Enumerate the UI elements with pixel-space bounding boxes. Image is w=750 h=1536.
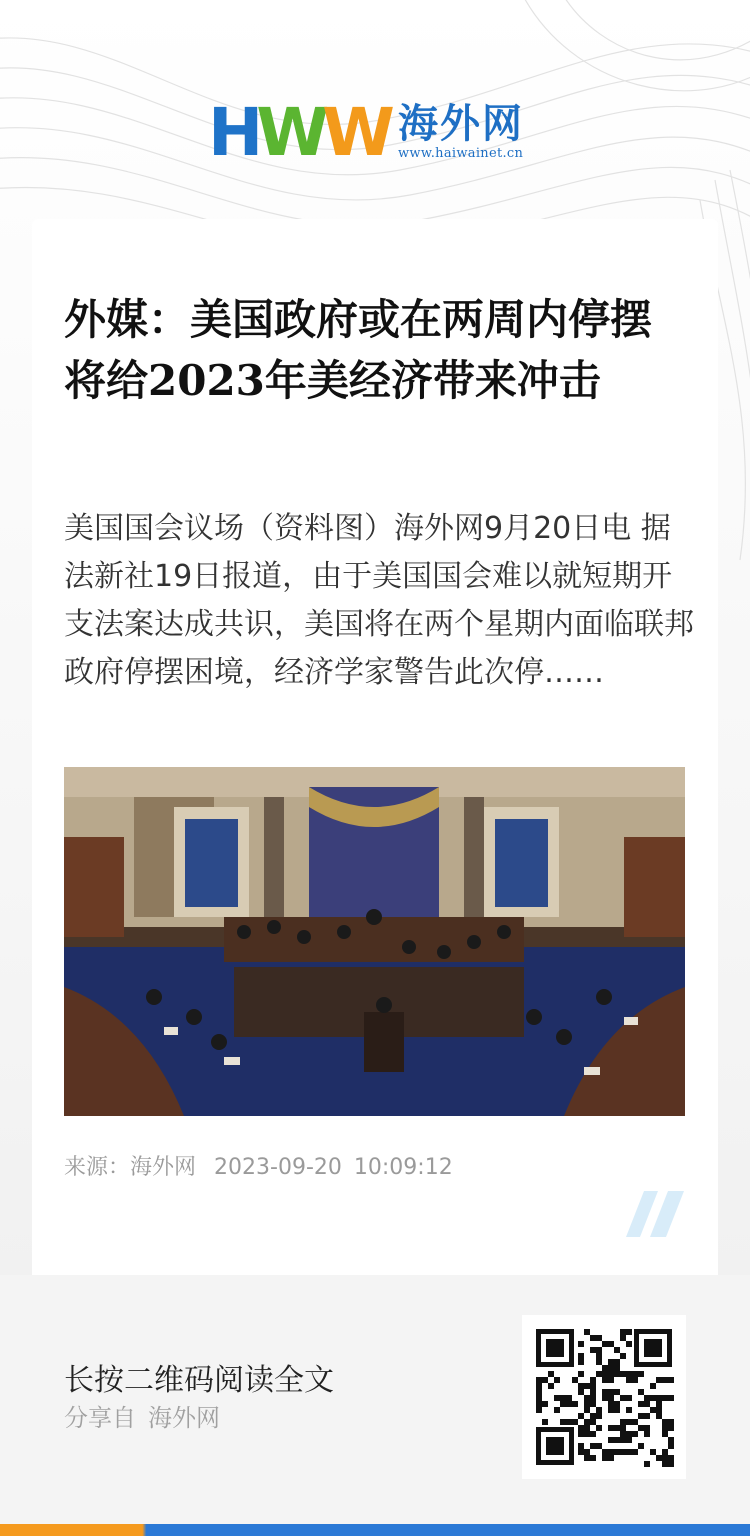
qr-code-graphic (522, 1315, 686, 1479)
logo-letter-w1: W (256, 94, 323, 171)
article-title: 外媒：美国政府或在两周内停摆 将给2023年美经济带来冲击 (64, 295, 653, 405)
logo-url: www.haiwainet.cn (398, 146, 524, 161)
senate-chamber-photo (64, 767, 685, 1116)
share-source (64, 1401, 232, 1435)
share-footer (0, 1275, 750, 1536)
logo-chinese-name: 海外网 (398, 100, 524, 147)
publish-time: 10:09:12 (353, 1155, 453, 1180)
logo-letter-w2: W (322, 94, 388, 171)
source-text (64, 1155, 196, 1180)
decorative-slashes-icon (626, 1191, 686, 1237)
publish-date: 2023-09-20 (214, 1155, 342, 1180)
source-name: 海外网 (130, 1155, 197, 1180)
logo-letter-h: H (208, 94, 257, 171)
site-logo[interactable] (208, 94, 548, 171)
logo-hww-mark (208, 94, 388, 171)
source-label: 来源： (64, 1155, 131, 1180)
qr-call-to-action: 长按二维码阅读全文 (64, 1363, 334, 1398)
article-card[interactable] (32, 219, 718, 1275)
share-prefix: 分享自 (64, 1404, 136, 1432)
article-summary: 美国国会议场（资料图）海外网9月20日电 据法新社19日报道，由于美国国会难以就短期开支法案达成共识，美国将在两个星期内面临联邦政府停摆困境，经济学家警告此次停…… (64, 511, 694, 690)
share-site: 海外网 (148, 1404, 220, 1432)
bottom-color-bar (0, 1524, 750, 1536)
article-photo[interactable] (64, 767, 685, 1116)
qr-code-icon[interactable] (522, 1315, 686, 1479)
article-meta (64, 1153, 471, 1183)
